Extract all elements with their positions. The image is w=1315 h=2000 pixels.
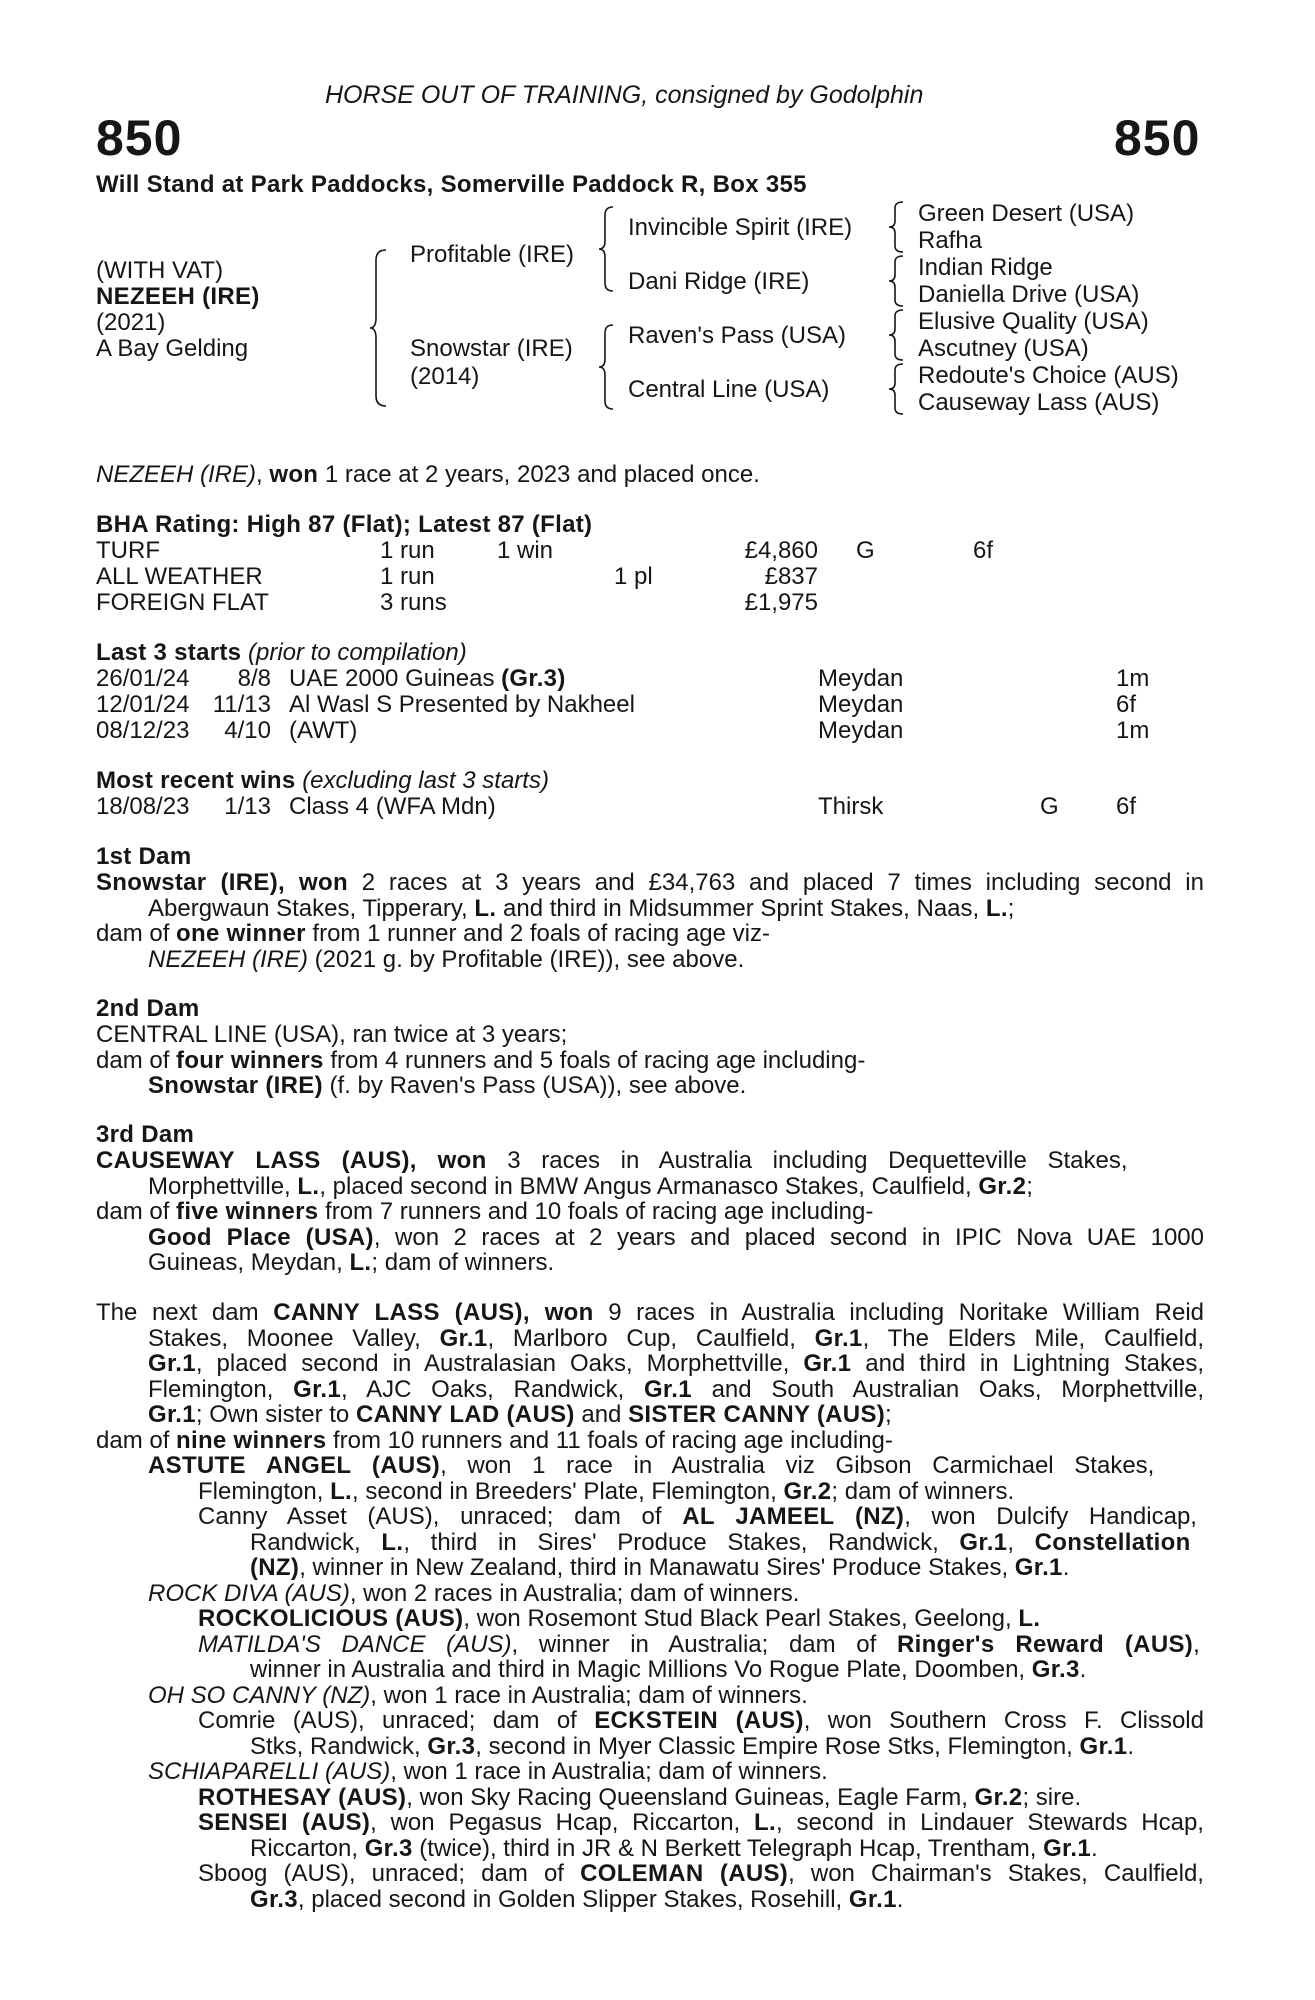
start-date: 08/12/23	[96, 717, 190, 744]
summary-horse-name: NEZEEH (IRE)	[96, 461, 257, 488]
first-dam-text: L.	[985, 894, 1008, 922]
last-starts-title: Last 3 starts	[96, 639, 242, 666]
recent-wins-title: Most recent wins	[96, 767, 296, 794]
next-dam-text: , won 1 race in Australia; dam of winners.	[370, 1681, 808, 1709]
second-dam-text: dam of	[96, 1046, 177, 1074]
next-dam-text: CANNY LASS (AUS), won	[273, 1299, 594, 1326]
next-dam-line	[198, 1785, 1081, 1811]
start-race-grade: (Gr.3)	[501, 665, 566, 692]
next-dam-text: Gr.1	[1014, 1554, 1063, 1581]
lot-number-left: 850	[96, 110, 183, 166]
start-race	[289, 718, 357, 744]
next-dam-text: Stks, Randwick,	[250, 1732, 428, 1760]
next-dam-line	[148, 1581, 799, 1607]
start-course: Meydan	[818, 665, 904, 692]
next-dam-text: AL JAMEEL (NZ)	[682, 1503, 905, 1530]
next-dam-text: SENSEI (AUS)	[198, 1809, 371, 1836]
third-dam-line	[148, 1225, 1204, 1251]
second-dam-text: four winners	[176, 1046, 324, 1074]
start-position: 8/8	[237, 665, 271, 692]
next-dam-line	[198, 1504, 1197, 1530]
next-dam-text: Gr.1	[148, 1350, 196, 1377]
rating-wins: 1 win	[497, 537, 554, 564]
next-dam-text: , The Elders Mile, Caulfield,	[862, 1324, 1205, 1352]
third-dam-text: from 7 runners and 10 foals of racing age including-	[318, 1198, 874, 1225]
next-dam-text: Gr.3	[427, 1732, 476, 1760]
gg-brace-4	[888, 362, 906, 416]
third-dam-text: , won 2 races at 2 years and placed second in IPIC Nova UAE 1000	[373, 1223, 1204, 1251]
pedigree-sire-sire: Invincible Spirit (IRE)	[628, 214, 853, 241]
start-race-name: UAE 2000 Guineas	[289, 665, 502, 692]
rating-runs: 1 run	[380, 563, 435, 590]
next-dam-text: Ringer's Reward (AUS)	[897, 1630, 1194, 1658]
next-dam-line	[198, 1479, 1014, 1505]
third-dam-text: ; dam of winners.	[371, 1249, 555, 1276]
next-dam-text: and third in Lightning Stakes,	[851, 1350, 1204, 1377]
next-dam-line	[148, 1326, 1204, 1352]
next-dam-text: ROCKOLICIOUS (AUS)	[198, 1605, 464, 1632]
next-dam-line	[250, 1887, 903, 1913]
pedigree-main-brace	[368, 248, 390, 408]
next-dam-text: L.	[330, 1477, 352, 1505]
pedigree-dam-sire: Raven's Pass (USA)	[628, 322, 846, 349]
next-dam-text: .	[1090, 1834, 1098, 1862]
next-dam-text: L.	[1018, 1605, 1041, 1632]
next-dam-text: , second in Lindauer Stewards Hcap,	[775, 1809, 1204, 1836]
next-dam-text: Gr.2	[974, 1783, 1023, 1811]
pedigree-dam: Snowstar (IRE)	[410, 335, 573, 362]
start-race	[289, 692, 635, 718]
pedigree-gg-1: Green Desert (USA)	[918, 200, 1135, 227]
next-dam-text: Constellation	[1034, 1528, 1191, 1556]
next-dam-text: ECKSTEIN (AUS)	[594, 1707, 804, 1734]
next-dam-text: , won Southern Cross F. Clissold	[803, 1707, 1204, 1734]
horse-foaling-year: (2021)	[96, 309, 166, 336]
start-distance: 1m	[1116, 717, 1150, 744]
next-dam-text: and	[574, 1401, 629, 1428]
gg-brace-2	[888, 254, 906, 308]
next-dam-text: ,	[1193, 1630, 1200, 1658]
next-dam-line	[250, 1555, 1069, 1581]
third-dam-text: 3 races in Australia including Dequetteville Stakes,	[486, 1147, 1128, 1174]
third-dam-line	[96, 1148, 1128, 1174]
next-dam-text: Gr.3	[1031, 1656, 1080, 1683]
rating-runs: 1 run	[380, 537, 435, 564]
start-course: Meydan	[818, 717, 904, 744]
second-dam-text: (f. by Raven's Pass (USA)), see above.	[322, 1072, 747, 1099]
next-dam-line	[96, 1428, 893, 1454]
next-dam-text: , second in Breeders' Plate, Flemington,	[352, 1477, 784, 1505]
next-dam-text: , placed second in Australasian Oaks, Morphettville,	[195, 1350, 804, 1377]
next-dam-text: , won Sky Racing Queensland Guineas, Eagle Farm,	[406, 1783, 975, 1811]
next-dam-line	[198, 1861, 1204, 1887]
next-dam-line	[148, 1683, 808, 1709]
third-dam-text: ;	[1026, 1172, 1033, 1200]
lot-number-right: 850	[1114, 110, 1201, 166]
first-dam-text: Abergwaun Stakes, Tipperary,	[148, 894, 475, 922]
third-dam-text: , placed second in BMW Angus Armanasco Stakes, Caulfield,	[319, 1172, 979, 1200]
pedigree-gg-7: Redoute's Choice (AUS)	[918, 362, 1179, 389]
first-dam-text: from 1 runner and 2 foals of racing age viz-	[305, 920, 770, 947]
win-date: 18/08/23	[96, 793, 190, 820]
next-dam-text: Gr.1	[959, 1528, 1008, 1556]
next-dam-line	[148, 1402, 892, 1428]
next-dam-text: , won Pegasus Hcap, Riccarton,	[370, 1809, 755, 1836]
last-starts-note: (prior to compilation)	[247, 639, 467, 666]
stabling-location: Will Stand at Park Paddocks, Somerville Paddock R, Box 355	[96, 171, 807, 198]
next-dam-text: COLEMAN (AUS)	[580, 1860, 789, 1887]
pedigree-gg-2: Rafha	[918, 227, 983, 254]
next-dam-text: .	[1062, 1554, 1070, 1581]
dam-brace	[598, 323, 616, 411]
third-dam-text: five winners	[176, 1198, 319, 1225]
first-dam-text: ;	[1007, 894, 1015, 922]
next-dam-line	[148, 1377, 1204, 1403]
first-dam-text: Snowstar (IRE), won	[96, 869, 348, 896]
next-dam-line	[148, 1453, 1154, 1479]
next-dam-text: Flemington,	[198, 1477, 331, 1505]
next-dam-text: Gr.1	[1079, 1732, 1128, 1760]
win-going: G	[1040, 793, 1059, 820]
next-dam-text: , placed second in Golden Slipper Stakes, Rosehill,	[297, 1885, 849, 1913]
first-dam-text: one winner	[176, 920, 306, 947]
next-dam-text: Gr.1	[293, 1375, 342, 1403]
start-distance: 6f	[1116, 691, 1137, 718]
rating-placed: 1 pl	[614, 563, 653, 590]
next-dam-text: SISTER CANNY (AUS)	[628, 1401, 886, 1428]
start-position: 11/13	[212, 691, 271, 718]
third-dam-text: Good Place (USA)	[148, 1223, 374, 1251]
next-dam-text: winner in Australia and third in Magic Millions Vo Rogue Plate, Doomben,	[250, 1656, 1032, 1683]
next-dam-line	[250, 1836, 1098, 1862]
next-dam-text: .	[1127, 1732, 1135, 1760]
third-dam-text: Morphettville,	[148, 1172, 298, 1200]
next-dam-line	[198, 1606, 1040, 1632]
horse-description: A Bay Gelding	[96, 335, 249, 362]
catalogue-subtitle: HORSE OUT OF TRAINING, consigned by Godolphin	[325, 81, 924, 109]
start-race-name: Al Wasl S Presented by Nakheel	[289, 691, 635, 718]
second-dam-text: from 4 runners and 5 foals of racing age including-	[323, 1046, 866, 1074]
third-dam-line	[148, 1174, 1033, 1200]
next-dam-text: Gr.1	[848, 1885, 897, 1913]
start-position: 4/10	[224, 717, 271, 744]
next-dam-text: .	[896, 1885, 904, 1913]
next-dam-text: Gr.3	[364, 1834, 413, 1862]
start-distance: 1m	[1116, 665, 1150, 692]
next-dam-text: OH SO CANNY (NZ)	[148, 1681, 371, 1709]
win-position: 1/13	[224, 793, 271, 820]
next-dam-text: Sboog (AUS), unraced; dam of	[198, 1860, 581, 1887]
next-dam-text: , winner in Australia; dam of	[511, 1630, 897, 1658]
third-dam-text: L.	[349, 1249, 372, 1276]
third-dam-text: dam of	[96, 1198, 177, 1225]
next-dam-text: ;	[885, 1401, 892, 1428]
next-dam-line	[198, 1632, 1200, 1658]
next-dam-text: Gr.1	[439, 1324, 488, 1352]
second-dam-title: 2nd Dam	[96, 995, 200, 1022]
last-starts-heading	[96, 640, 467, 666]
recent-wins-heading	[96, 768, 549, 794]
first-dam-line	[96, 921, 770, 947]
first-dam-line	[96, 870, 1204, 896]
third-dam-title: 3rd Dam	[96, 1121, 195, 1148]
pedigree-sire: Profitable (IRE)	[410, 241, 575, 268]
next-dam-text: , won Dulcify Handicap,	[904, 1503, 1197, 1530]
next-dam-line	[148, 1351, 1204, 1377]
pedigree-dam-dam: Central Line (USA)	[628, 376, 830, 403]
next-dam-text: Gr.2	[783, 1477, 832, 1505]
rating-prize: £4,860	[744, 537, 818, 564]
first-dam-text: and third in Midsummer Sprint Stakes, Naas,	[496, 894, 986, 922]
next-dam-line	[148, 1759, 828, 1785]
next-dam-line	[96, 1300, 1204, 1326]
start-course: Meydan	[818, 691, 904, 718]
first-dam-text: dam of	[96, 920, 177, 947]
third-dam-line	[96, 1199, 873, 1225]
next-dam-text: from 10 runners and 11 foals of racing age including-	[326, 1426, 893, 1454]
rating-title: BHA Rating: High 87 (Flat); Latest 87 (Flat)	[96, 511, 593, 538]
pedigree-gg-6: Ascutney (USA)	[918, 335, 1089, 362]
second-dam-line	[96, 1022, 567, 1048]
third-dam-text: Guineas, Meydan,	[148, 1249, 350, 1276]
first-dam-text: L.	[474, 894, 497, 922]
next-dam-text: L.	[754, 1809, 776, 1836]
next-dam-text: , won Rosemont Stud Black Pearl Stakes, Geelong,	[463, 1605, 1019, 1632]
next-dam-text: ROTHESAY (AUS)	[198, 1783, 407, 1811]
next-dam-line	[250, 1734, 1134, 1760]
rating-surface: TURF	[96, 537, 160, 564]
third-dam-text: Gr.2	[978, 1172, 1027, 1200]
summary-text: 1 race at 2 years, 2023 and placed once.	[318, 461, 760, 488]
next-dam-text: and South Australian Oaks, Morphettville,	[691, 1375, 1204, 1403]
start-race	[289, 666, 566, 692]
next-dam-text: (NZ)	[250, 1554, 300, 1581]
third-dam-text: L.	[297, 1172, 320, 1200]
next-dam-line	[250, 1530, 1191, 1556]
next-dam-text: , won 1 race in Australia; dam of winners.	[390, 1758, 828, 1785]
next-dam-text: Flemington,	[148, 1375, 294, 1403]
rating-distance: 6f	[973, 537, 994, 564]
next-dam-text: , winner in New Zealand, third in Manawatu Sires' Produce Stakes,	[299, 1554, 1015, 1581]
second-dam-text: CENTRAL LINE (USA), ran twice at 3 years;	[96, 1021, 568, 1048]
vat-status: (WITH VAT)	[96, 257, 224, 284]
pedigree-sire-dam: Dani Ridge (IRE)	[628, 268, 810, 295]
first-dam-title: 1st Dam	[96, 843, 192, 870]
first-dam-line	[148, 947, 744, 973]
next-dam-text: dam of	[96, 1426, 177, 1454]
racing-summary: NEZEEH (IRE), won 1 race at 2 years, 2023 and placed once.	[96, 461, 760, 488]
rating-runs: 3 runs	[380, 589, 447, 616]
next-dam-text: ,	[1007, 1528, 1035, 1556]
next-dam-text: .	[1079, 1656, 1087, 1683]
second-dam-line	[96, 1048, 865, 1074]
next-dam-text: 9 races in Australia including Noritake William Reid	[593, 1299, 1205, 1326]
horse-name: NEZEEH (IRE)	[96, 283, 260, 310]
next-dam-text: ; Own sister to	[195, 1401, 356, 1428]
summary-won: won	[269, 461, 319, 488]
next-dam-line	[198, 1810, 1204, 1836]
win-course: Thirsk	[818, 793, 884, 820]
rating-prize: £837	[764, 563, 818, 590]
start-race-name: (AWT)	[289, 717, 358, 744]
rating-surface: FOREIGN FLAT	[96, 589, 269, 616]
first-dam-line	[148, 896, 1014, 922]
next-dam-text: , won 1 race in Australia viz Gibson Carmichael Stakes,	[440, 1452, 1155, 1479]
win-distance: 6f	[1116, 793, 1137, 820]
next-dam-text: , won Chairman's Stakes, Caulfield,	[788, 1860, 1204, 1887]
pedigree-gg-3: Indian Ridge	[918, 254, 1053, 281]
next-dam-text: , AJC Oaks, Randwick,	[341, 1375, 644, 1403]
third-dam-line	[148, 1250, 554, 1276]
next-dam-text: , Marlboro Cup, Caulfield,	[487, 1324, 815, 1352]
second-dam-text: Snowstar (IRE)	[148, 1072, 323, 1099]
gg-brace-3	[888, 308, 906, 362]
next-dam-text: Canny Asset (AUS), unraced; dam of	[198, 1503, 683, 1530]
pedigree-gg-8: Causeway Lass (AUS)	[918, 389, 1160, 416]
next-dam-text: Gr.1	[1043, 1834, 1091, 1862]
rating-going: G	[856, 537, 875, 564]
next-dam-text: Gr.3	[250, 1885, 298, 1913]
rating-prize: £1,975	[744, 589, 818, 616]
second-dam-line	[148, 1073, 746, 1099]
win-race: Class 4 (WFA Mdn)	[289, 793, 496, 820]
next-dam-text: Comrie (AUS), unraced; dam of	[198, 1707, 595, 1734]
start-date: 26/01/24	[96, 665, 190, 692]
next-dam-text: L.	[381, 1528, 404, 1556]
pedigree-gg-4: Daniella Drive (USA)	[918, 281, 1140, 308]
first-dam-text: 2 races at 3 years and £34,763 and placed 7 times including second in	[347, 869, 1204, 896]
next-dam-text: (twice), third in JR & N Berkett Telegraph Hcap, Trentham,	[412, 1834, 1044, 1862]
next-dam-text: Stakes, Moonee Valley,	[148, 1324, 440, 1352]
sire-brace	[598, 205, 616, 293]
third-dam-text: CAUSEWAY LASS (AUS), won	[96, 1147, 487, 1174]
next-dam-text: ; dam of winners.	[831, 1477, 1015, 1505]
next-dam-text: Gr.1	[643, 1375, 692, 1403]
next-dam-text: Riccarton,	[250, 1834, 365, 1862]
pedigree-dam-year: (2014)	[410, 363, 480, 390]
next-dam-text: Gr.1	[803, 1350, 852, 1377]
next-dam-line	[250, 1657, 1086, 1683]
next-dam-text: , third in Sires' Produce Stakes, Randwick,	[403, 1528, 960, 1556]
next-dam-text: , second in Myer Classic Empire Rose Stks, Flemington,	[475, 1732, 1080, 1760]
next-dam-text: The next dam	[96, 1299, 274, 1326]
next-dam-text: Gr.1	[148, 1401, 196, 1428]
next-dam-text: ROCK DIVA (AUS)	[148, 1579, 350, 1607]
next-dam-text: nine winners	[176, 1426, 327, 1454]
recent-wins-note: (excluding last 3 starts)	[302, 767, 549, 794]
next-dam-text: Gr.1	[814, 1324, 863, 1352]
first-dam-text: (2021 g. by Profitable (IRE)), see above.	[308, 945, 745, 973]
next-dam-text: SCHIAPARELLI (AUS)	[148, 1758, 391, 1785]
next-dam-text: ASTUTE ANGEL (AUS)	[148, 1452, 441, 1479]
first-dam-text: NEZEEH (IRE)	[148, 945, 309, 973]
next-dam-text: Randwick,	[250, 1528, 382, 1556]
start-date: 12/01/24	[96, 691, 190, 718]
next-dam-text: ; sire.	[1022, 1783, 1082, 1811]
next-dam-text: CANNY LAD (AUS)	[355, 1401, 575, 1428]
next-dam-text: MATILDA'S DANCE (AUS)	[198, 1630, 512, 1658]
gg-brace-1	[888, 200, 906, 254]
rating-surface: ALL WEATHER	[96, 563, 263, 590]
next-dam-line	[198, 1708, 1204, 1734]
pedigree-gg-5: Elusive Quality (USA)	[918, 308, 1149, 335]
next-dam-text: , won 2 races in Australia; dam of winners.	[349, 1579, 800, 1607]
